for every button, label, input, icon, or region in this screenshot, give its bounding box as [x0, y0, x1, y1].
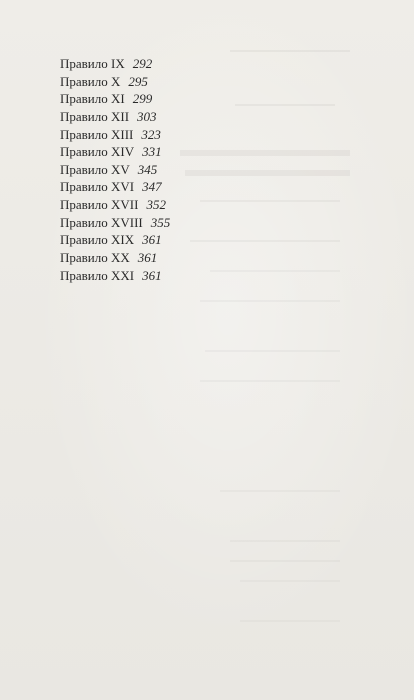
toc-entry — [60, 90, 170, 108]
toc-entry-label: Правило XXI — [60, 267, 135, 283]
toc-entry — [60, 214, 170, 232]
toc-entry — [60, 161, 170, 179]
toc-entry-page: 352 — [146, 197, 166, 213]
toc-entry-label: Правило XVII — [60, 197, 139, 213]
toc-entry-label: Правило XIII — [60, 126, 134, 142]
toc-entry-label: Правило XV — [60, 161, 130, 177]
toc-entry — [60, 73, 170, 91]
toc-entry-label: Правило X — [60, 73, 121, 89]
toc-entry-page: 355 — [150, 214, 171, 230]
table-of-contents — [60, 55, 170, 284]
toc-entry-label: Правило XIV — [60, 144, 135, 160]
toc-entry-page: 347 — [142, 179, 162, 195]
toc-entry — [60, 55, 170, 73]
toc-entry-label: Правило XII — [60, 108, 130, 124]
toc-entry-page: 361 — [142, 267, 162, 283]
toc-entry — [60, 126, 170, 144]
toc-entry — [60, 231, 170, 249]
toc-entry-page: 361 — [137, 250, 158, 266]
toc-entry — [60, 108, 170, 126]
toc-entry-page: 303 — [137, 108, 157, 124]
toc-entry-label: Правило XIX — [60, 232, 135, 248]
toc-entry — [60, 196, 170, 214]
toc-entry — [60, 178, 170, 196]
toc-entry-page: 331 — [142, 144, 162, 160]
toc-entry — [60, 143, 170, 161]
toc-entry-label: Правило XVI — [60, 179, 135, 195]
toc-entry — [60, 267, 170, 285]
toc-entry — [60, 249, 170, 267]
toc-entry-page: 295 — [128, 73, 148, 89]
toc-entry-page: 345 — [137, 161, 158, 177]
toc-entry-page: 292 — [132, 56, 153, 71]
toc-entry-page: 361 — [142, 232, 162, 248]
toc-entry-page: 299 — [132, 91, 153, 107]
toc-entry-page: 323 — [141, 126, 161, 142]
toc-entry-label: Правило XI — [60, 91, 125, 107]
toc-entry-label: Правило IX — [60, 56, 125, 71]
toc-entry-label: Правило XX — [60, 250, 130, 266]
toc-entry-label: Правило XVIII — [60, 214, 143, 230]
